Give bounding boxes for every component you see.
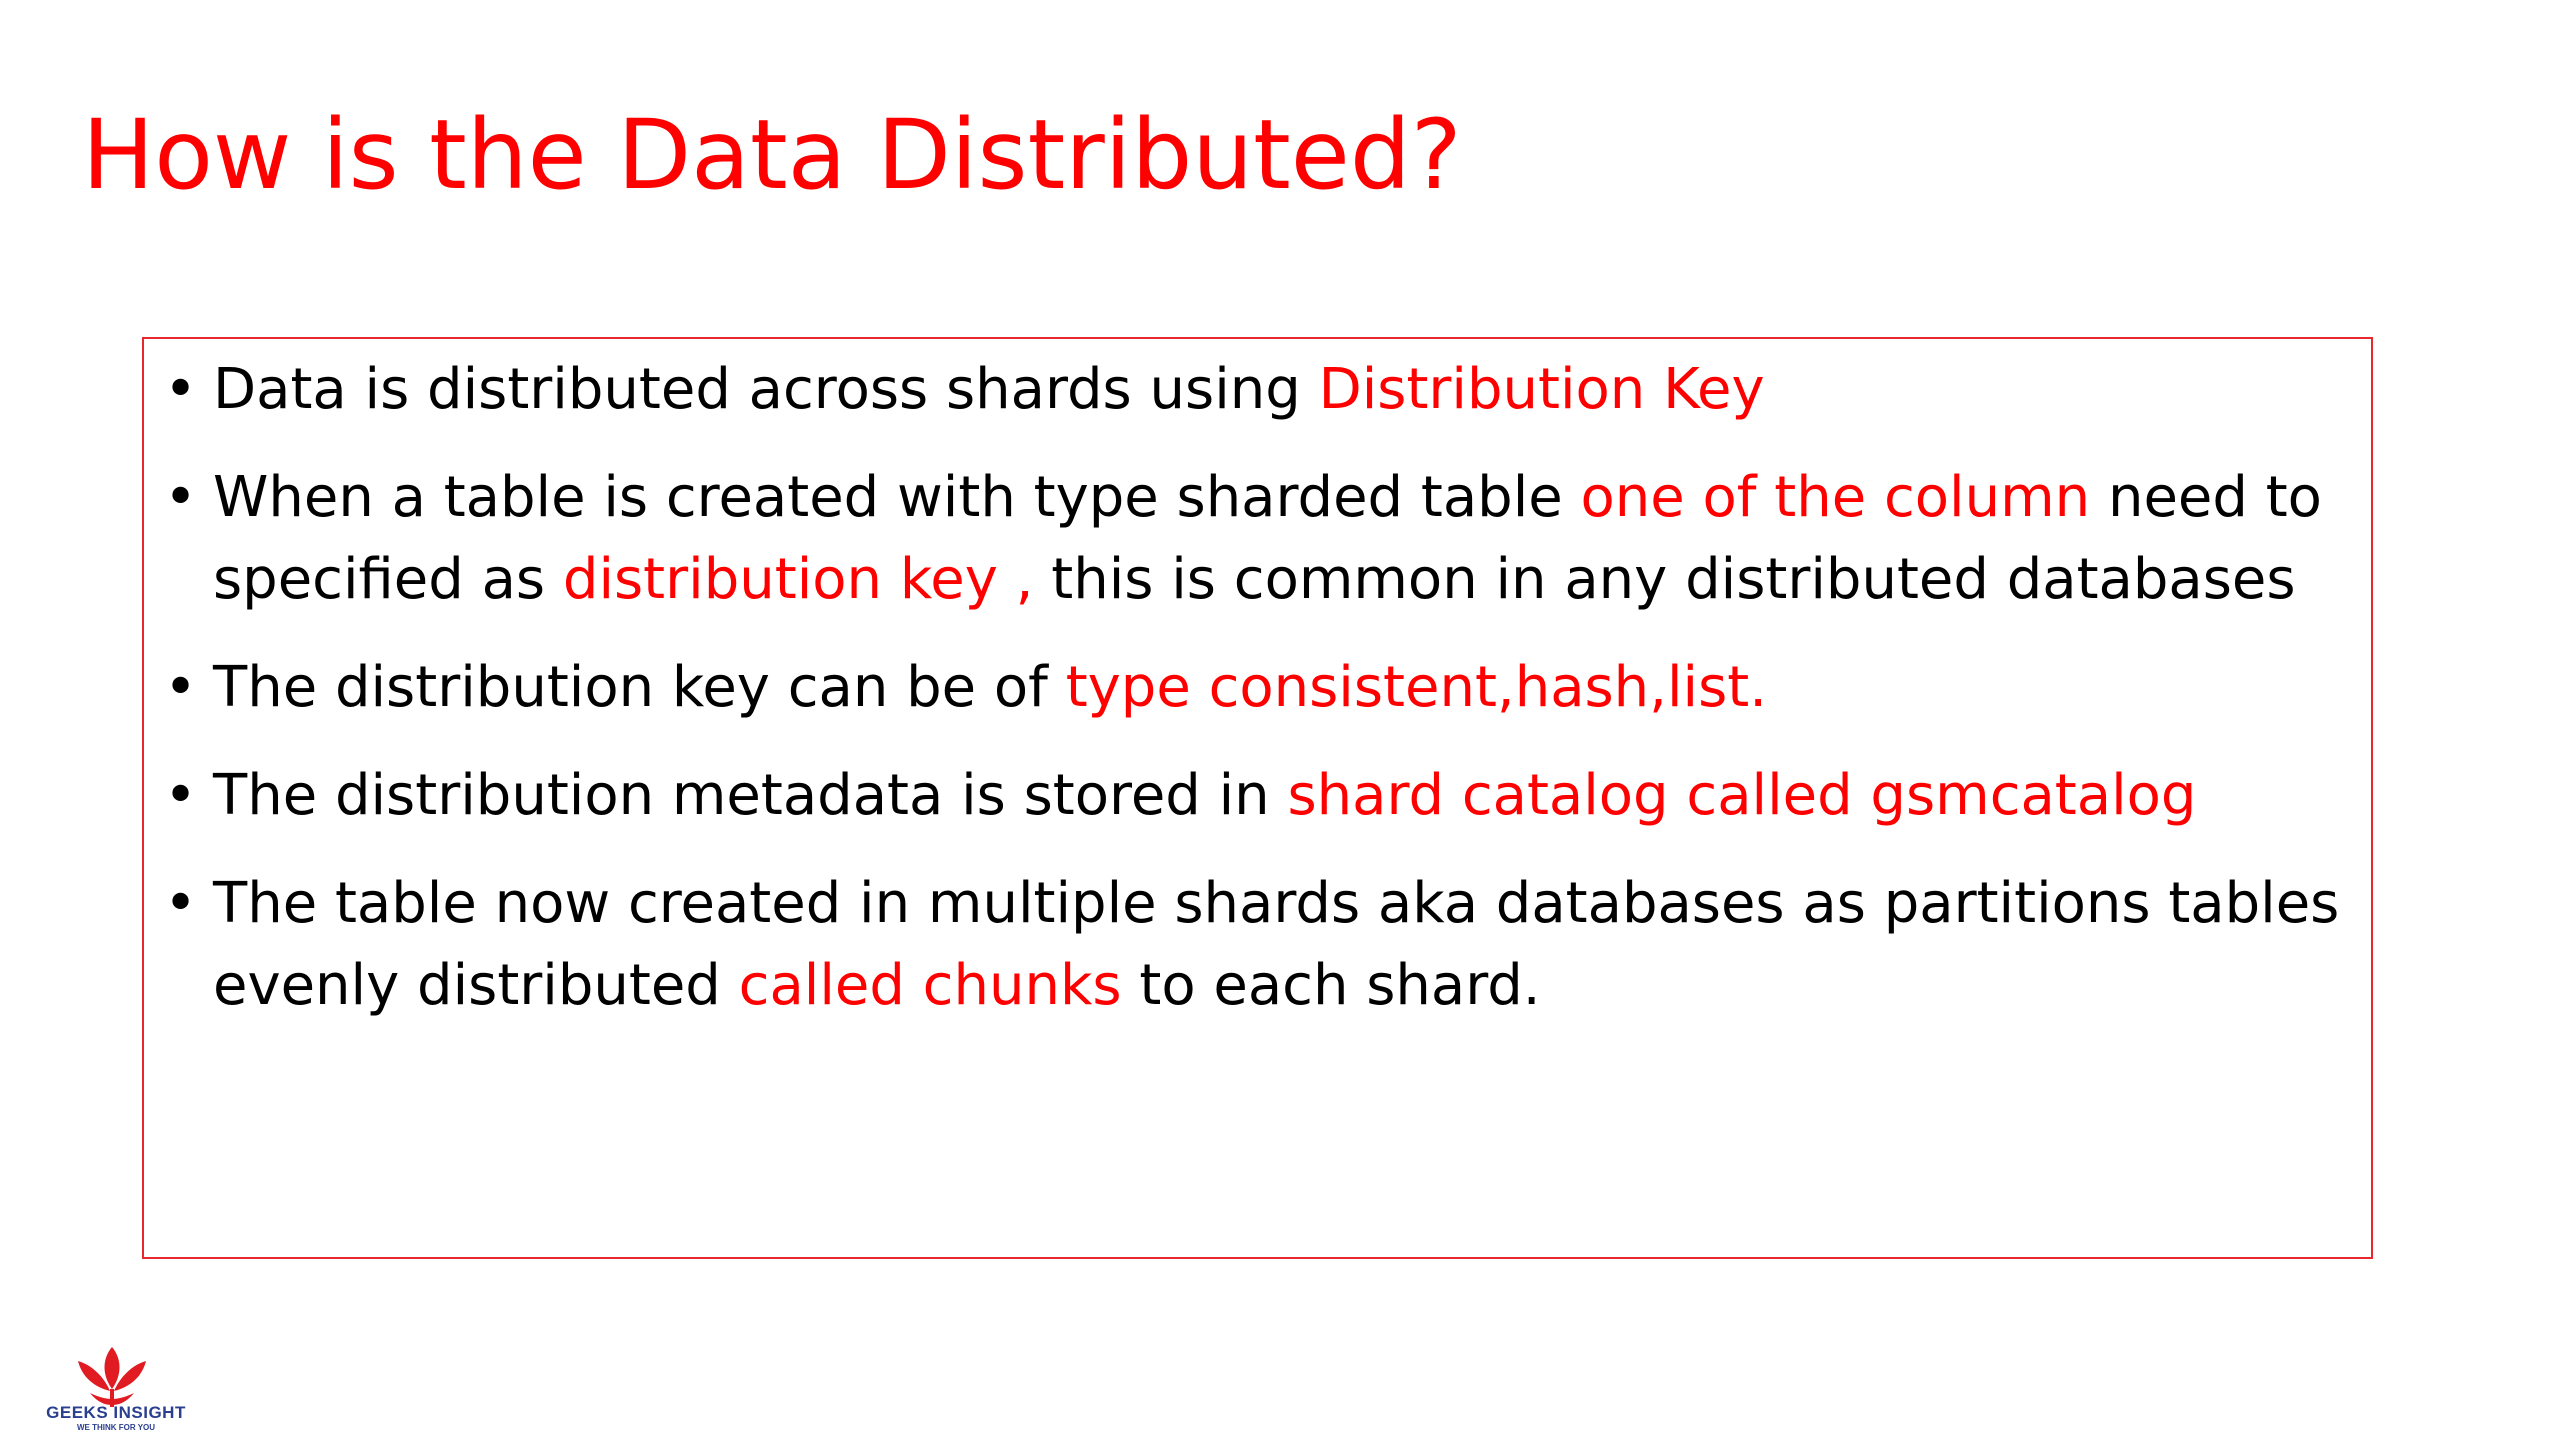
logo-tagline: WE THINK FOR YOU [76, 1423, 156, 1432]
bullet-text: The table now created in multiple shards aka databases as partitions tables evenly distributed [213, 871, 2340, 1018]
slide-title: How is the Data Distributed? [82, 99, 1462, 211]
bullet-highlight-text: type consistent,hash,list. [1065, 655, 1768, 720]
bullet-text: to each shard. [1121, 953, 1541, 1018]
bullet-text: this is common in any distributed databases [1033, 547, 2296, 612]
bullet-highlight-text: called chunks [738, 953, 1122, 1018]
geeksinsight-logo [26, 1343, 206, 1435]
content-box [142, 337, 2373, 1259]
bullet-dot: • [164, 871, 198, 936]
bullet-item [164, 755, 2354, 837]
bullet-dot: • [164, 763, 198, 828]
bullet-item [164, 457, 2354, 621]
bullet-highlight-text: distribution key , [562, 547, 1034, 612]
bullet-text: need to specified as [213, 465, 2322, 612]
bullet-item [164, 863, 2354, 1027]
bullet-dot: • [164, 465, 198, 530]
bullet-dot: • [164, 357, 198, 422]
bullet-dot: • [164, 655, 198, 720]
bullet-text: When a table is created with type sharded table [213, 465, 1581, 530]
bullet-item [164, 647, 2354, 729]
bullet-text: The distribution metadata is stored in [213, 763, 1288, 828]
bullet-highlight-text: Distribution Key [1318, 357, 1765, 422]
bullet-list [164, 349, 2354, 1053]
logo-name: GEEKS INSIGHT [46, 1403, 186, 1422]
bullet-text: Data is distributed across shards using [213, 357, 1319, 422]
bullet-text: The distribution key can be of [213, 655, 1066, 720]
bullet-item [164, 349, 2354, 431]
bullet-highlight-text: shard catalog called gsmcatalog [1287, 763, 2197, 828]
lotus-icon [72, 1343, 152, 1407]
bullet-highlight-text: one of the column [1580, 465, 2091, 530]
